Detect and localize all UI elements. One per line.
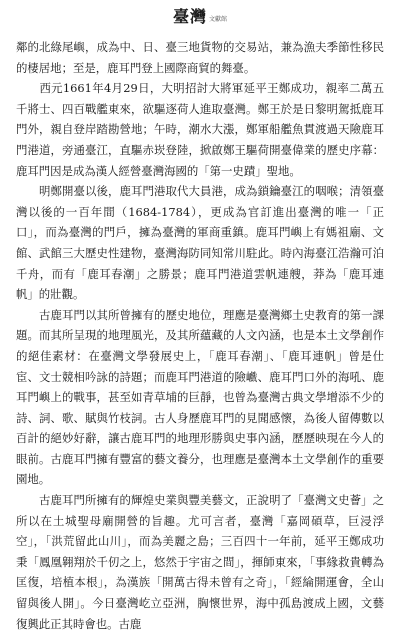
paragraph: 鄰的北綠尾嶼，成為中、日、臺三地貨物的交易站，兼為漁夫季節性移民的棲居地；至是，鹿耳門登上國際商貿的舞臺。 xyxy=(16,40,384,75)
header-subtitle: 文獻館 xyxy=(209,15,228,23)
header-title: 臺灣 xyxy=(172,7,207,26)
article-body xyxy=(16,37,384,634)
paragraph: 古鹿耳門以其所曾擁有的歷史地位，理應是臺灣鄉土史教育的第一課題。而其所呈現的地理風光，及其所蘊藏的人文內涵，也是本土文學創作的絕佳素材：在臺灣文學發展史上，「鹿耳春潮」、「鹿耳連帆」曾是仕宦、文士競相吟詠的詩題；而鹿耳門港道的險巇、鹿耳門口外的海吼、鹿耳門嶼上的戰事，甚至如青草埔的巨靜，也曾為臺灣古典文學增添不少的詩、詞、歌、賦與竹枝詞。古人身歷鹿耳門的見聞感懷，為後人留傳數以百計的絕妙好辭，讓古鹿耳門的地理形勝與史事內涵，歷歷映現在今人的眼前。古鹿耳門擁有豐富的藝文養分，也理應是臺灣本土文學創作的重要園地。 xyxy=(16,307,384,487)
paragraph: 西元1661年4月29日，大明招討大將軍延平王鄭成功，親率二萬五千將士、四百戰艦東來，欲驅逐荷人進取臺灣。鄭王於是日黎明駕抵鹿耳門外，親自登岸踏勘營地；午時，潮水大漲，鄭軍船艦魚貫渡過天險鹿耳門港道，旁通臺江，直驅赤崁登陸，掀啟鄭王驅荷開臺偉業的歷史序幕：鹿耳門因是成為漢人經營臺灣海國的「第一史蹟」聖地。 xyxy=(16,81,384,178)
paragraph: 古鹿耳門所擁有的輝煌史業與豐美藝文，正說明了「臺灣文史薈」之所以在土城聖母廟開營的旨趣。尤可言者，臺灣「嘉岡碩草，巨浸浮空」，「洪荒留此山川」，而為美麗之島；三百四十一年前，延平王鄭成功秉「鳳凰翱翔於千仞之上，悠然于宇宙之間」，揮師東來，「事緣救貴轉為匡復，培植本根」，為漢族「開萬古得未曾有之奇」，「經綸開運會，全山留與後人開」。今日臺灣屹立亞洲，胸懷世界，海中孤島渡成上國，文藝復興此正其時會也。古鹿 xyxy=(16,493,384,631)
paragraph: 明鄭開臺以後，鹿耳門港取代大員港，成為鎖鑰臺江的咽喉；清領臺灣以後的一百年間（1684-1784），更成為官訂進出臺灣的唯一「正口」，而為臺灣的門戶，擁為臺灣的軍商重鎮。鹿耳門嶼上有媽祖廟、文館、武館三大歷史性建物，臺灣海防同知常川駐此。時內海臺江浩瀚可泊千舟，而有「鹿耳春潮」之勝景；鹿耳門港道雲帆連艘，莽為「鹿耳連帆」的壯觀。 xyxy=(16,184,384,302)
page-header xyxy=(0,4,400,30)
